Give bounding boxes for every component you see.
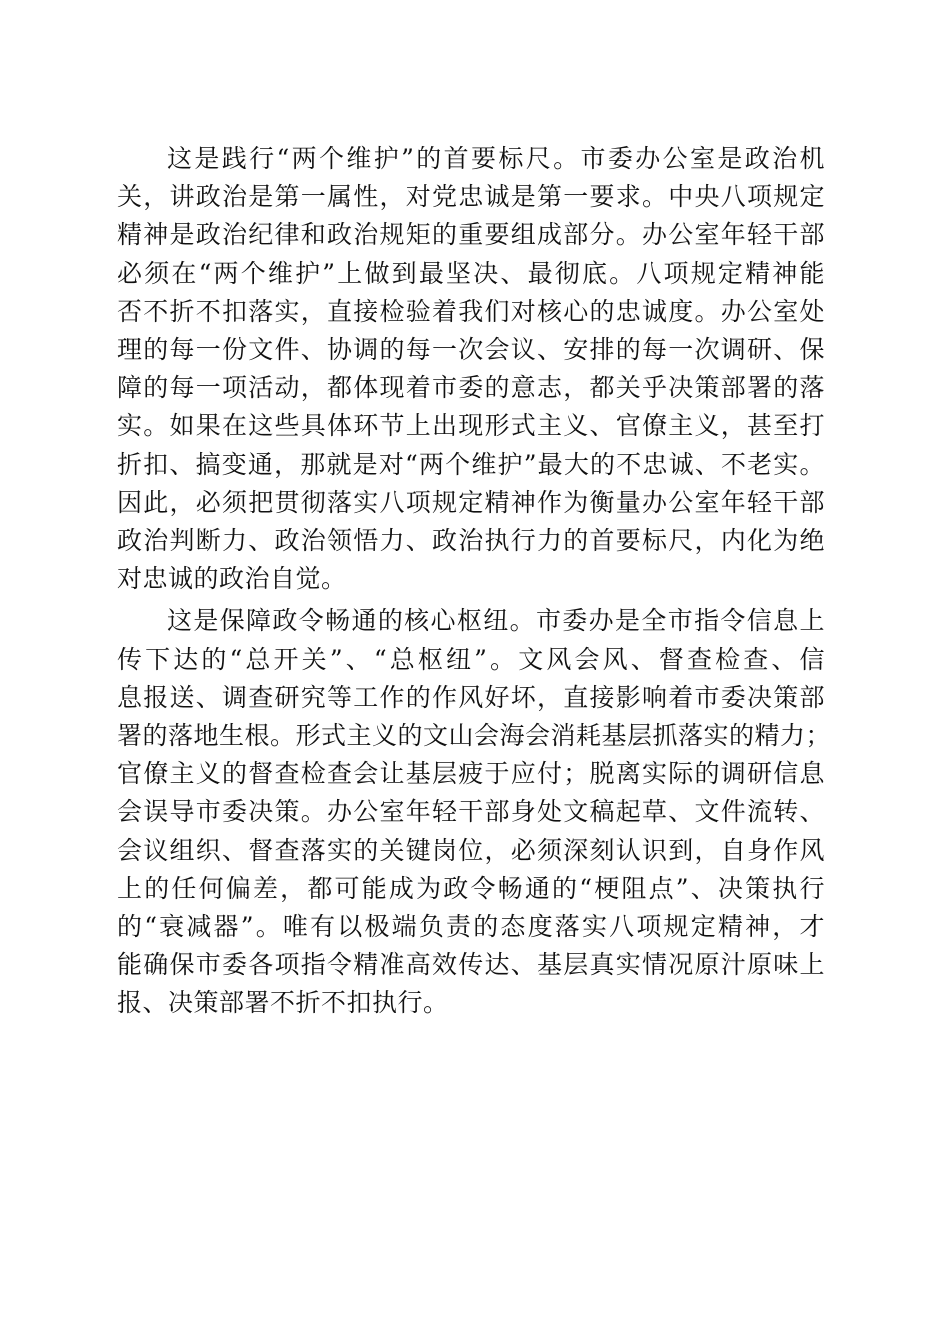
paragraph-line: 理的每一份文件、协调的每一次会议、安排的每一次调研、保 <box>117 335 825 365</box>
paragraph-line: 报、决策部署不折不扣执行。 <box>117 988 449 1018</box>
paragraph-1 <box>117 140 825 598</box>
paragraph-line: 关，讲政治是第一属性，对党忠诚是第一要求。中央八项规定 <box>117 182 825 212</box>
paragraph-line: 的“衰减器”。唯有以极端负责的态度落实八项规定精神，才 <box>117 912 825 942</box>
paragraph-line: 这是保障政令畅通的核心枢纽。市委办是全市指令信息上 <box>167 606 825 636</box>
paragraph-line: 会议组织、督查落实的关键岗位，必须深刻认识到，自身作风 <box>117 835 825 865</box>
paragraph-line: 折扣、搞变通，那就是对“两个维护”最大的不忠诚、不老实。 <box>117 449 825 479</box>
paragraph-line: 上的任何偏差，都可能成为政令畅通的“梗阻点”、决策执行 <box>117 873 825 903</box>
paragraph-line: 必须在“两个维护”上做到最坚决、最彻底。八项规定精神能 <box>117 258 825 288</box>
paragraph-line: 这是践行“两个维护”的首要标尺。市委办公室是政治机 <box>167 144 825 173</box>
paragraph-line: 精神是政治纪律和政治规矩的重要组成部分。办公室年轻干部 <box>117 220 825 250</box>
paragraph-line: 因此，必须把贯彻落实八项规定精神作为衡量办公室年轻干部 <box>117 487 825 517</box>
paragraph-line: 政治判断力、政治领悟力、政治执行力的首要标尺，内化为绝 <box>117 526 825 556</box>
paragraph-line: 官僚主义的督查检查会让基层疲于应付；脱离实际的调研信息 <box>117 759 825 789</box>
paragraph-line: 会误导市委决策。办公室年轻干部身处文稿起草、文件流转、 <box>117 797 825 827</box>
paragraph-line: 障的每一项活动，都体现着市委的意志，都关乎决策部署的落 <box>117 373 825 403</box>
paragraph-line: 署的落地生根。形式主义的文山会海会消耗基层抓落实的精力； <box>117 721 832 751</box>
paragraph-line: 传下达的“总开关”、“总枢纽”。文风会风、督查检查、信 <box>117 644 825 674</box>
paragraph-line: 息报送、调查研究等工作的作风好坏，直接影响着市委决策部 <box>117 682 825 712</box>
paragraph-line: 能确保市委各项指令精准高效传达、基层真实情况原汁原味上 <box>117 950 825 980</box>
paragraph-2 <box>117 602 832 1022</box>
document-body <box>117 140 832 1027</box>
paragraph-line: 实。如果在这些具体环节上出现形式主义、官僚主义，甚至打 <box>117 411 825 441</box>
paragraph-line: 否不折不扣落实，直接检验着我们对核心的忠诚度。办公室处 <box>117 296 825 326</box>
paragraph-line: 对忠诚的政治自觉。 <box>117 564 347 594</box>
